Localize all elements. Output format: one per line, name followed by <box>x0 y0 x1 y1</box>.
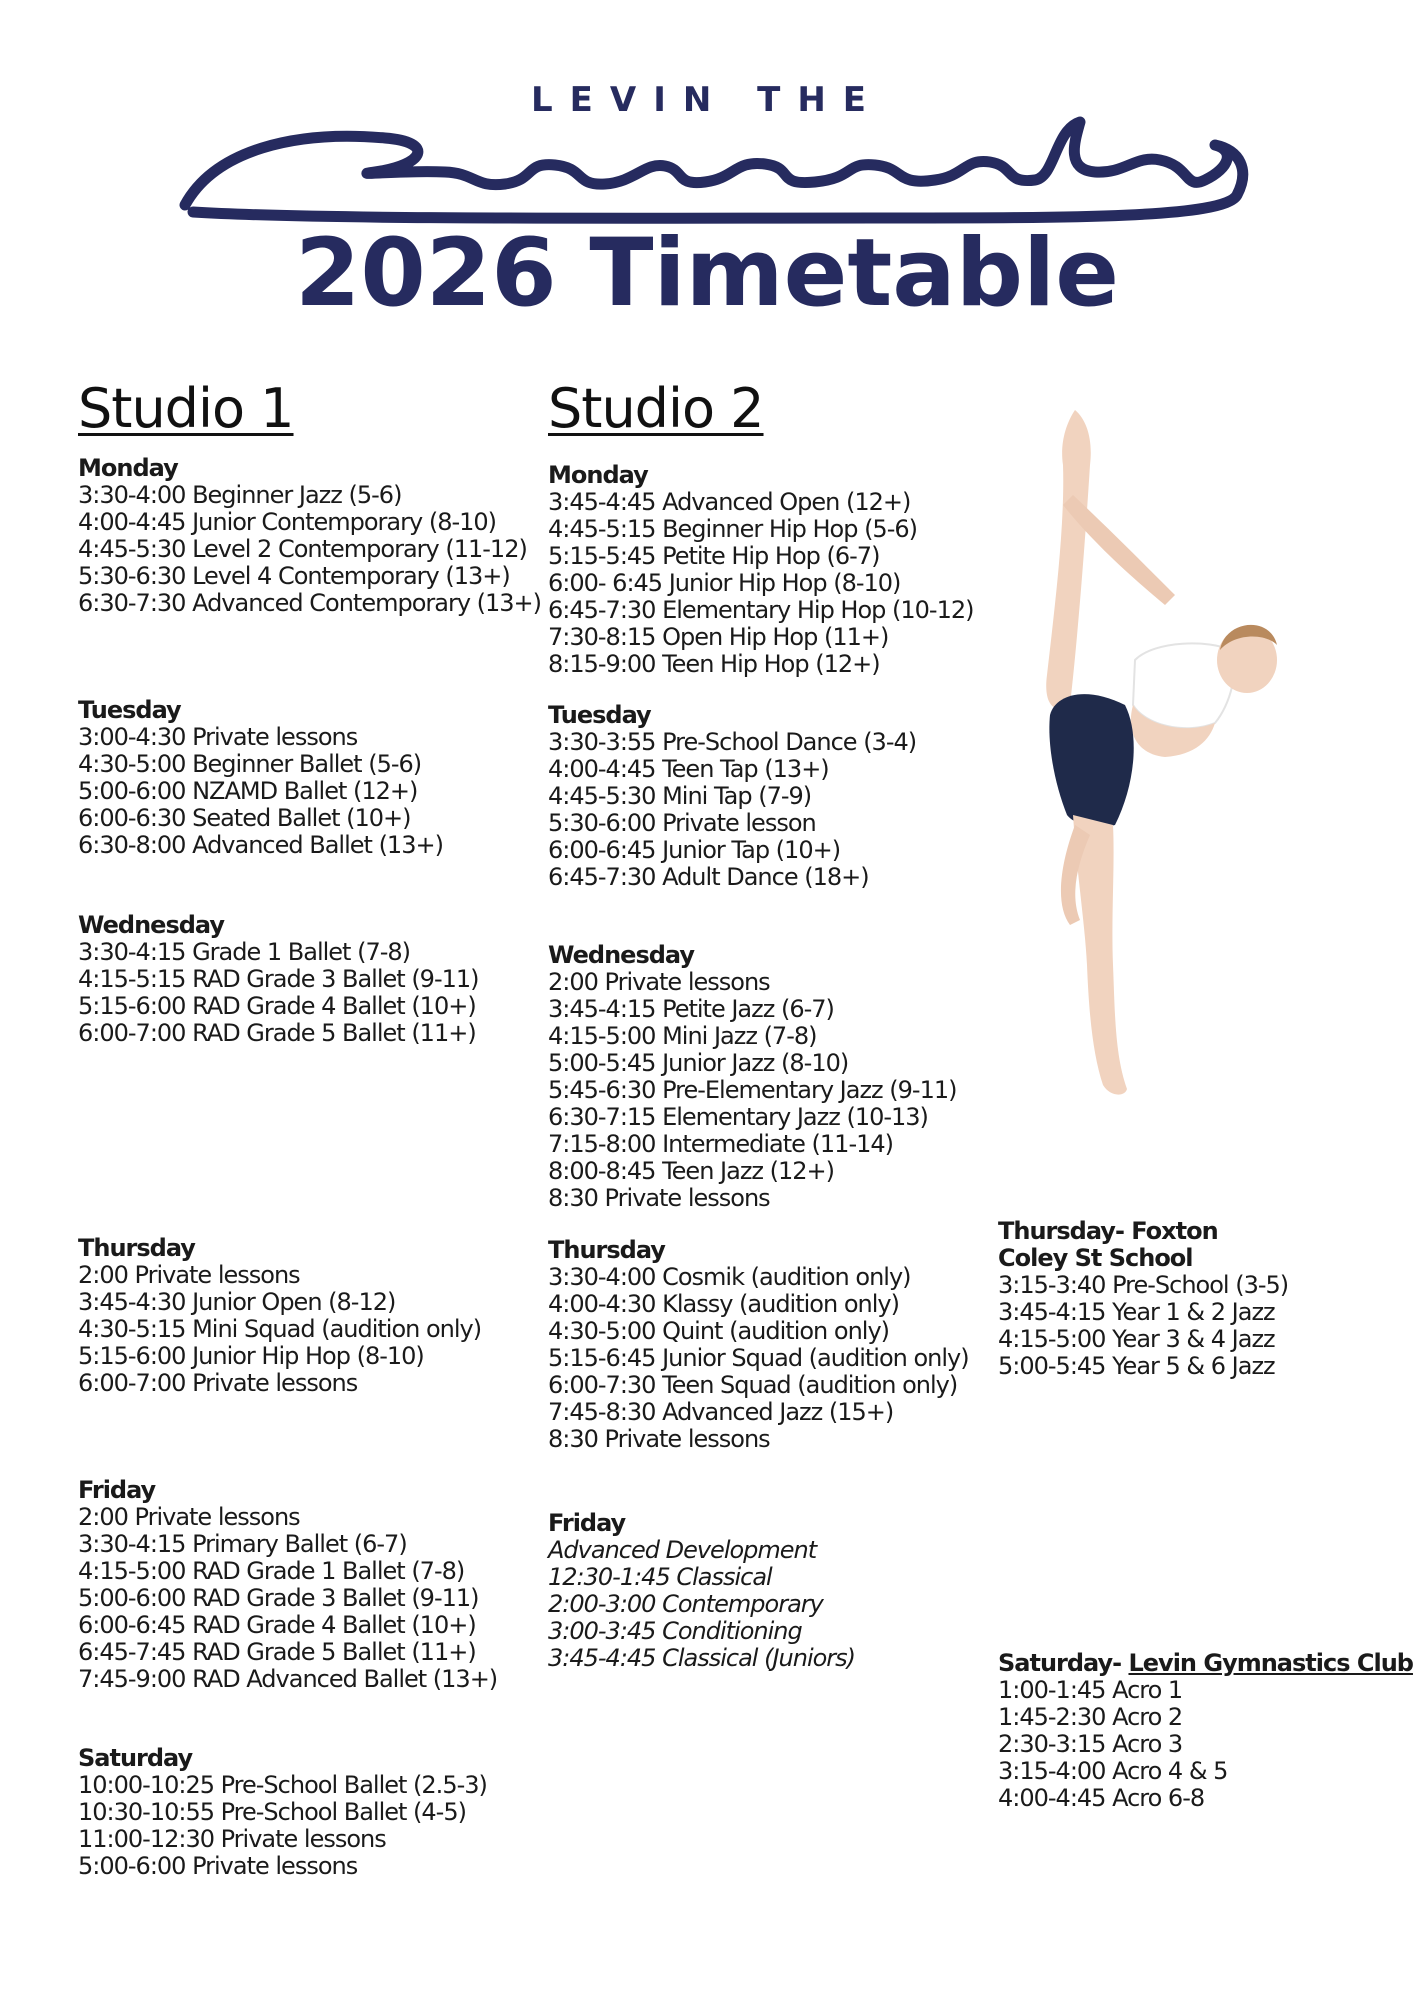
class-line: 3:15-4:00 Acro 4 & 5 <box>998 1757 1228 1785</box>
class-line: 3:45-4:45 Classical (Juniors) <box>548 1644 856 1672</box>
day-name: Tuesday <box>548 701 651 729</box>
class-line: 5:30-6:00 Private lesson <box>548 809 816 837</box>
class-line: 2:00-3:00 Contemporary <box>548 1590 823 1618</box>
day-name: Saturday <box>78 1744 193 1772</box>
class-line: 6:00-7:00 RAD Grade 5 Ballet (11+) <box>78 1019 476 1047</box>
studio2-monday <box>548 462 973 678</box>
class-line: 3:00-4:30 Private lessons <box>78 723 358 751</box>
class-line: 4:30-5:00 Quint (audition only) <box>548 1317 890 1345</box>
venue-name: Coley St School <box>998 1244 1193 1272</box>
class-line: 10:00-10:25 Pre-School Ballet (2.5-3) <box>78 1771 487 1799</box>
class-line: 5:15-6:45 Junior Squad (audition only) <box>548 1344 969 1372</box>
class-line: 10:30-10:55 Pre-School Ballet (4-5) <box>78 1798 466 1826</box>
class-line: 4:30-5:15 Mini Squad (audition only) <box>78 1315 482 1343</box>
gym-saturday <box>998 1650 1413 1812</box>
day-name: Thursday <box>78 1234 195 1262</box>
class-line: 4:45-5:30 Mini Tap (7-9) <box>548 782 812 810</box>
class-line: 6:00- 6:45 Junior Hip Hop (8-10) <box>548 569 901 597</box>
class-line: 6:45-7:30 Adult Dance (18+) <box>548 863 869 891</box>
class-line: 5:00-6:00 RAD Grade 3 Ballet (9-11) <box>78 1584 479 1612</box>
day-name: Thursday- Foxton <box>998 1217 1218 1245</box>
brand-top-text: LEVIN THE <box>530 80 884 120</box>
class-line: 5:30-6:30 Level 4 Contemporary (13+) <box>78 562 510 590</box>
class-line: 2:30-3:15 Acro 3 <box>998 1730 1183 1758</box>
studio1-tuesday <box>78 697 443 859</box>
class-line: 8:00-8:45 Teen Jazz (12+) <box>548 1157 835 1185</box>
class-line: 8:30 Private lessons <box>548 1425 770 1453</box>
studio2-thursday <box>548 1237 969 1453</box>
class-line: 11:00-12:30 Private lessons <box>78 1825 386 1853</box>
studio2-friday <box>548 1510 855 1672</box>
class-line: 7:45-8:30 Advanced Jazz (15+) <box>548 1398 894 1426</box>
class-line: 3:15-3:40 Pre-School (3-5) <box>998 1271 1289 1299</box>
day-name: Wednesday <box>78 911 225 939</box>
studio2-wednesday <box>548 942 956 1212</box>
class-line: 7:30-8:15 Open Hip Hop (11+) <box>548 623 889 651</box>
day-name: Friday <box>548 1509 626 1537</box>
class-line: 4:00-4:45 Teen Tap (13+) <box>548 755 829 783</box>
class-line: 8:30 Private lessons <box>548 1184 770 1212</box>
studio1-saturday <box>78 1745 487 1880</box>
day-prefix: Saturday- <box>998 1649 1129 1677</box>
class-line: 3:30-4:00 Beginner Jazz (5-6) <box>78 481 402 509</box>
class-line: 3:00-3:45 Conditioning <box>548 1617 802 1645</box>
class-line: 8:15-9:00 Teen Hip Hop (12+) <box>548 650 880 678</box>
day-name: Friday <box>78 1476 156 1504</box>
class-line: 4:15-5:15 RAD Grade 3 Ballet (9-11) <box>78 965 479 993</box>
class-line: 4:00-4:30 Klassy (audition only) <box>548 1290 899 1318</box>
studio-2-heading: Studio 2 <box>548 377 764 440</box>
class-line: 1:45-2:30 Acro 2 <box>998 1703 1183 1731</box>
class-line: 4:15-5:00 Mini Jazz (7-8) <box>548 1022 817 1050</box>
class-line: 6:45-7:45 RAD Grade 5 Ballet (11+) <box>78 1638 476 1666</box>
class-line: 4:00-4:45 Junior Contemporary (8-10) <box>78 508 497 536</box>
studio1-thursday <box>78 1235 481 1397</box>
day-name: Wednesday <box>548 941 695 969</box>
class-line: 3:30-4:15 Primary Ballet (6-7) <box>78 1530 407 1558</box>
class-line: 5:00-5:45 Junior Jazz (8-10) <box>548 1049 849 1077</box>
day-name: Thursday <box>548 1236 665 1264</box>
class-line: 4:15-5:00 Year 3 & 4 Jazz <box>998 1325 1275 1353</box>
day-name: Monday <box>78 454 178 482</box>
dancer-photo <box>1015 405 1315 1105</box>
class-line: 6:00-7:30 Teen Squad (audition only) <box>548 1371 958 1399</box>
class-line: 5:45-6:30 Pre-Elementary Jazz (9-11) <box>548 1076 957 1104</box>
class-line: 6:30-8:00 Advanced Ballet (13+) <box>78 831 443 859</box>
class-line: 6:45-7:30 Elementary Hip Hop (10-12) <box>548 596 974 624</box>
class-line: 6:00-6:30 Seated Ballet (10+) <box>78 804 411 832</box>
class-line: 4:15-5:00 RAD Grade 1 Ballet (7-8) <box>78 1557 465 1585</box>
class-line: 3:45-4:15 Year 1 & 2 Jazz <box>998 1298 1275 1326</box>
class-line: 2:00 Private lessons <box>548 968 770 996</box>
class-line: 3:30-4:15 Grade 1 Ballet (7-8) <box>78 938 411 966</box>
studio2-tuesday <box>548 702 916 891</box>
class-line: 5:15-6:00 Junior Hip Hop (8-10) <box>78 1342 424 1370</box>
class-line: 3:45-4:15 Petite Jazz (6-7) <box>548 995 834 1023</box>
class-line: 7:15-8:00 Intermediate (11-14) <box>548 1130 894 1158</box>
studio-1-heading: Studio 1 <box>78 377 294 440</box>
class-line: 6:00-7:00 Private lessons <box>78 1369 358 1397</box>
day-name <box>998 1650 1413 1677</box>
class-line: 6:00-6:45 Junior Tap (10+) <box>548 836 841 864</box>
class-line: 4:30-5:00 Beginner Ballet (5-6) <box>78 750 422 778</box>
class-line: 2:00 Private lessons <box>78 1261 300 1289</box>
page-title: 2026 Timetable <box>294 219 1119 328</box>
class-line: 5:00-6:00 NZAMD Ballet (12+) <box>78 777 418 805</box>
class-line: 5:00-5:45 Year 5 & 6 Jazz <box>998 1352 1275 1380</box>
class-line: 6:00-6:45 RAD Grade 4 Ballet (10+) <box>78 1611 476 1639</box>
day-name: Tuesday <box>78 696 181 724</box>
class-line: 3:30-3:55 Pre-School Dance (3-4) <box>548 728 917 756</box>
class-line: 12:30-1:45 Classical <box>548 1563 772 1591</box>
class-line: 4:00-4:45 Acro 6-8 <box>998 1784 1205 1812</box>
studio1-wednesday <box>78 912 479 1047</box>
class-line: 6:30-7:30 Advanced Contemporary (13+) <box>78 589 542 617</box>
class-line: 6:30-7:15 Elementary Jazz (10-13) <box>548 1103 928 1131</box>
studio1-friday <box>78 1477 497 1693</box>
class-line: 5:15-6:00 RAD Grade 4 Ballet (10+) <box>78 992 476 1020</box>
class-line: Advanced Development <box>548 1536 817 1564</box>
class-line: 3:45-4:30 Junior Open (8-12) <box>78 1288 396 1316</box>
movement-script-logo <box>175 110 1255 230</box>
class-line: 5:00-6:00 Private lessons <box>78 1852 358 1880</box>
venue-link: Levin Gymnastics Club <box>1128 1649 1413 1677</box>
class-line: 3:30-4:00 Cosmik (audition only) <box>548 1263 911 1291</box>
class-line: 7:45-9:00 RAD Advanced Ballet (13+) <box>78 1665 498 1693</box>
class-line: 4:45-5:30 Level 2 Contemporary (11-12) <box>78 535 527 563</box>
class-line: 3:45-4:45 Advanced Open (12+) <box>548 488 911 516</box>
class-line: 4:45-5:15 Beginner Hip Hop (5-6) <box>548 515 917 543</box>
class-line: 1:00-1:45 Acro 1 <box>998 1676 1183 1704</box>
studio1-monday <box>78 455 541 617</box>
class-line: 5:15-5:45 Petite Hip Hop (6-7) <box>548 542 880 570</box>
class-line: 2:00 Private lessons <box>78 1503 300 1531</box>
day-name: Monday <box>548 461 648 489</box>
foxton-thursday <box>998 1218 1288 1380</box>
